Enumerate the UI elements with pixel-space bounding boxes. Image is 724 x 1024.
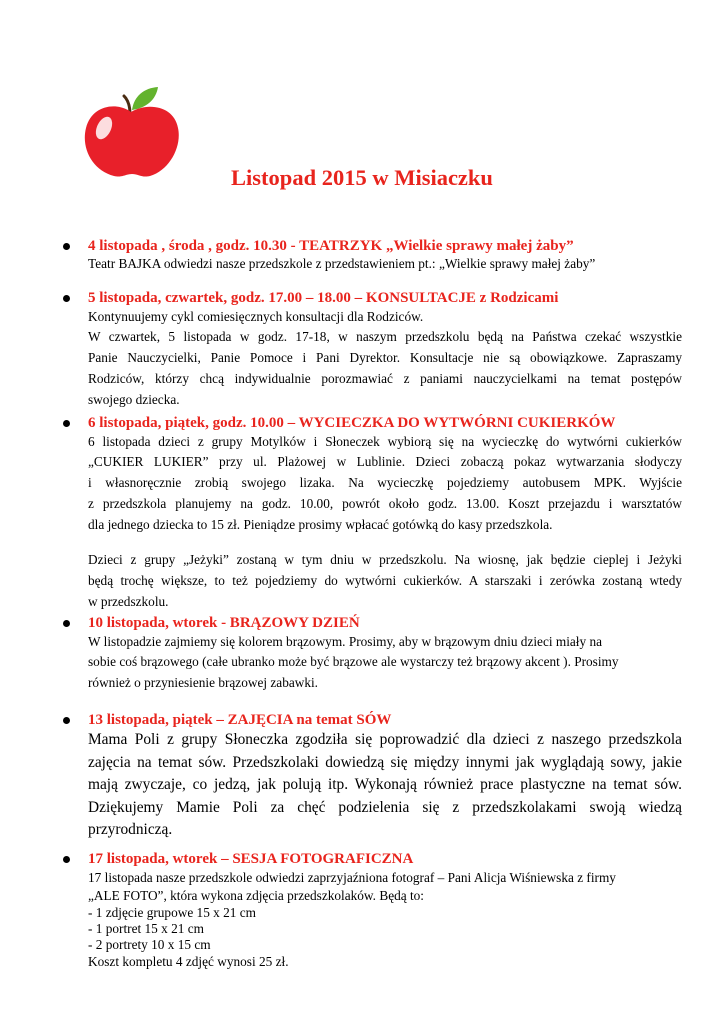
event-text-line: - 1 portret 15 x 21 cm (88, 921, 204, 936)
event-text-line: Dziękujemy Mamie Poli za chęć podzielenia się z przedszkolakami swoją wiedzą (88, 798, 682, 816)
bullet-icon (63, 717, 70, 724)
bullet-icon (63, 295, 70, 302)
apple-leaf (132, 87, 158, 110)
bullet-icon (63, 243, 70, 250)
bullet-icon (63, 856, 70, 863)
event-consultations (88, 290, 682, 410)
event-text-line: Dzieci z grupy „Jeżyki” zostaną w tym dniu w przedszkolu. Na wiosnę, jak będzie cieplej i Jeżyki (88, 552, 682, 567)
event-text-line: 17 listopada nasze przedszkole odwiedzi zaprzyjaźniona fotograf – Pani Alicja Wiśniewska z firmy (88, 870, 616, 885)
event-text-line: „ALE FOTO”, która wykona zdjęcia przedszkolaków. Będą to: (88, 888, 425, 903)
event-owls-class (88, 712, 682, 842)
event-photo-session (88, 851, 682, 970)
event-heading: 17 listopada, wtorek – SESJA FOTOGRAFICZNA (88, 851, 414, 867)
event-text-line: Koszt kompletu 4 zdjęć wynosi 25 zł. (88, 954, 289, 969)
event-text-line: w przedszkolu. (88, 594, 169, 609)
event-text-line: W listopadzie zajmiemy się kolorem brązowym. Prosimy, aby w brązowym dniu dzieci miały na (88, 634, 603, 649)
event-text-line: również o przyniesienie brązowej zabawki. (88, 675, 319, 690)
event-heading: 6 listopada, piątek, godz. 10.00 – WYCIECZKA DO WYTWÓRNI CUKIERKÓW (88, 415, 616, 431)
event-brown-day (88, 615, 682, 693)
event-text-line: Teatr BAJKA odwiedzi nasze przedszkole z przedstawieniem pt.: „Wielkie sprawy małej żaby” (88, 256, 596, 271)
event-text-line: Kontynuujemy cykl comiesięcznych konsultacji dla Rodziców. (88, 309, 424, 324)
bullet-icon (63, 420, 70, 427)
event-text-line: 6 listopada dzieci z grupy Motylków i Słoneczek wybiorą się na wycieczkę do wytwórni cukierków (88, 434, 682, 449)
event-text-line: Panie Nauczycielki, Panie Pomoce i Pani Dyrektor. Konsultacje nie są obowiązkowe. Zapraszamy (88, 350, 682, 365)
event-text-line: swojego dziecka. (88, 392, 180, 407)
event-text-line: - 1 zdjęcie grupowe 15 x 21 cm (88, 905, 257, 920)
event-candy-factory-trip (88, 415, 682, 612)
event-text-line: mają zwyczaje, co jedzą, jak polują itp. Wykonają również prace plastyczne na temat sów. (88, 776, 682, 794)
event-heading: 4 listopada , środa , godz. 10.30 - TEATRZYK „Wielkie sprawy małej żaby” (88, 238, 574, 254)
event-text-line: będą trochę większe, to też pojedziemy do wytwórni cukierków. A starszaki i zerówka zostaną wtedy (88, 573, 682, 588)
event-text-line: dla jednego dziecka to 15 zł. Pieniądze prosimy wpłacać gotówką do kasy przedszkola. (88, 517, 553, 532)
event-text-line: - 2 portrety 10 x 15 cm (88, 937, 211, 952)
event-theatre (88, 238, 682, 273)
event-heading: 10 listopada, wtorek - BRĄZOWY DZIEŃ (88, 615, 360, 631)
event-text-line: przyrodniczą. (88, 821, 173, 839)
event-text-line: sobie coś brązowego (całe ubranko może być brązowe ale wystarczy też brązowy akcent ). Prosimy (88, 654, 619, 669)
event-heading: 13 listopada, piątek – ZAJĘCIA na temat SÓW (88, 712, 392, 728)
event-text-line: z przedszkola planujemy na godz. 10.00, powrót około godz. 13.00. Koszt przejazdu i warsztatów (88, 496, 682, 511)
event-text-line: Rodziców, którzy chcą indywidualnie porozmawiać z paniami nauczycielkami na temat postępów (88, 371, 682, 386)
event-text-line: i własnoręcznie zrobią swojego lizaka. Na wycieczkę pojedziemy autobusem MPK. Wyjście (88, 475, 682, 490)
event-heading: 5 listopada, czwartek, godz. 17.00 – 18.00 – KONSULTACJE z Rodzicami (88, 290, 559, 306)
event-text-line: Mama Poli z grupy Słoneczka zgodziła się poprowadzić dla dzieci z naszego przedszkola (88, 731, 682, 748)
bullet-icon (63, 620, 70, 627)
page-title: Listopad 2015 w Misiaczku (231, 165, 493, 190)
event-text-line: zajęcia na temat sów. Przedszkolaki dowiedzą się między innymi jak wyglądają sowy, jakie (88, 753, 682, 771)
event-text-line: „CUKIER LUKIER” przy ul. Plażowej w Lublinie. Dzieci zobaczą pokaz wytwarzania słodyczy (88, 454, 682, 469)
event-text-line: W czwartek, 5 listopada w godz. 17-18, w naszym przedszkolu będą na Państwa czekać wszystkie (88, 329, 682, 344)
